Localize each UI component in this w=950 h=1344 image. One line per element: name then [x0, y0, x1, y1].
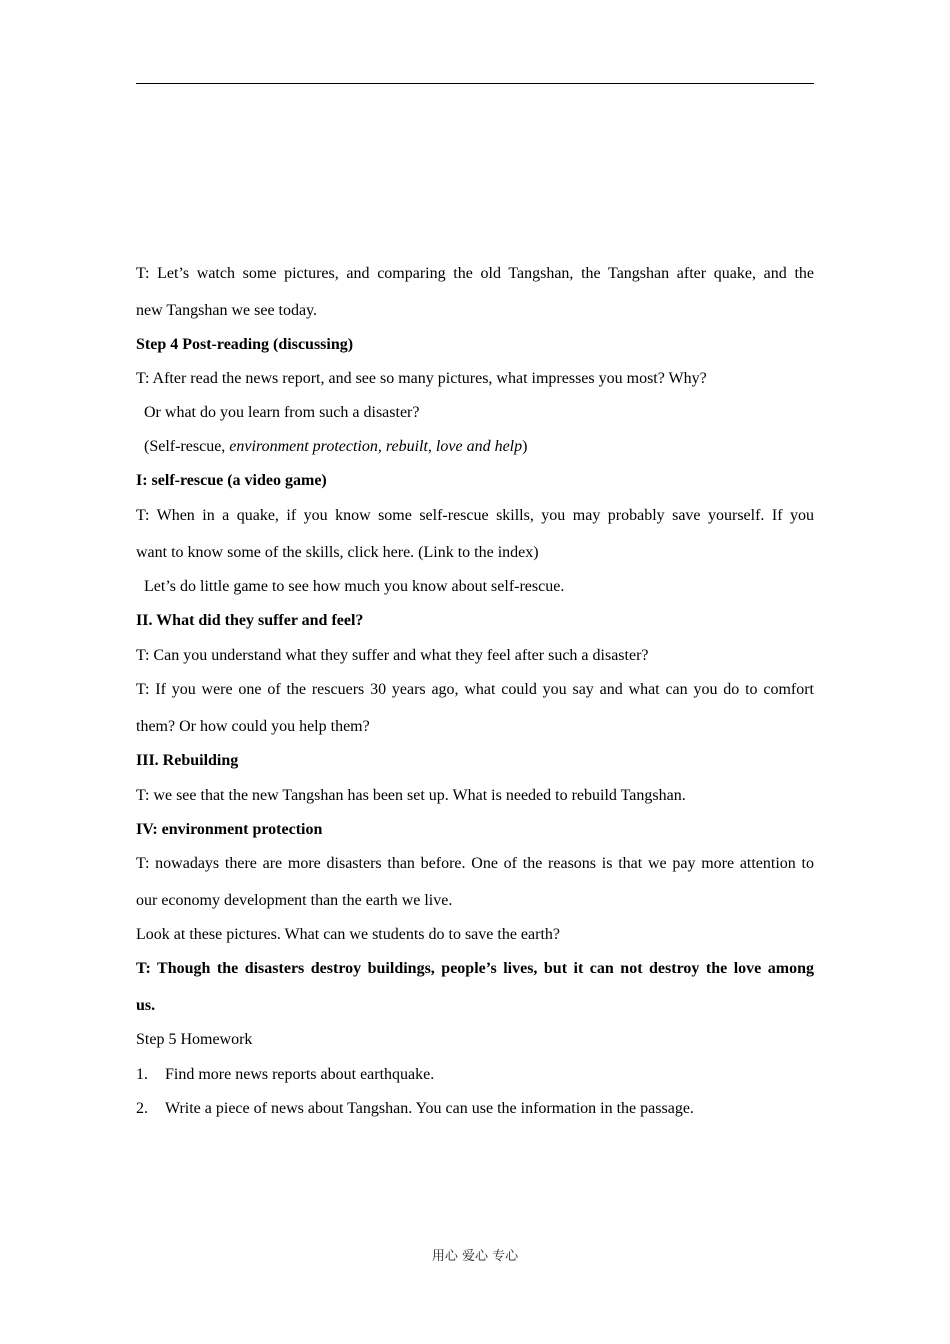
paragraph-line: new Tangshan we see today. [136, 302, 318, 319]
section-heading-rebuilding: III. Rebuilding [136, 752, 239, 769]
section-heading-self-rescue: I: self-rescue (a video game) [136, 472, 327, 489]
paragraph-line: T: After read the news report, and see so many pictures, what impresses you most? Why? [136, 370, 707, 387]
step4-heading: Step 4 Post-reading (discussing) [136, 336, 354, 353]
header-rule [136, 83, 814, 84]
paragraph-line: T: we see that the new Tangshan has been set up. What is needed to rebuild Tangshan. [136, 787, 686, 804]
paragraph-line: want to know some of the skills, click here. (Link to the index) [136, 544, 539, 561]
paragraph-line: T: nowadays there are more disasters than before. One of the reasons is that we pay more attention to [136, 855, 814, 872]
paragraph-line [144, 437, 527, 457]
list-number: 1. [136, 1066, 148, 1083]
paren-suffix: ) [522, 438, 528, 455]
closing-statement: us. [136, 997, 156, 1014]
section-heading-suffer: II. What did they suffer and feel? [136, 612, 364, 629]
paragraph-line: T: When in a quake, if you know some self-rescue skills, you may probably save yourself. If you [136, 507, 814, 524]
list-text: Find more news reports about earthquake. [165, 1066, 435, 1083]
page-footer: 用心 爱心 专心 [431, 1249, 519, 1264]
paragraph-line: Look at these pictures. What can we students do to save the earth? [136, 926, 561, 943]
paragraph-line: Or what do you learn from such a disaster? [144, 404, 420, 421]
paragraph-line: T: Can you understand what they suffer and what they feel after such a disaster? [136, 647, 649, 664]
italic-topics: environment protection, rebuilt, love and help [229, 438, 523, 455]
list-text: Write a piece of news about Tangshan. You can use the information in the passage. [165, 1100, 694, 1117]
paragraph-line: T: Let’s watch some pictures, and comparing the old Tangshan, the Tangshan after quake, and the [136, 265, 814, 282]
step5-heading: Step 5 Homework [136, 1031, 253, 1048]
list-item [136, 1099, 814, 1119]
paragraph-line: them? Or how could you help them? [136, 718, 370, 735]
paragraph-line: T: If you were one of the rescuers 30 years ago, what could you say and what can you do to comfort [136, 681, 814, 698]
list-number: 2. [136, 1100, 148, 1117]
paragraph-line: our economy development than the earth we live. [136, 892, 453, 909]
paragraph-line: Let’s do little game to see how much you know about self-rescue. [144, 578, 565, 595]
section-heading-environment: IV: environment protection [136, 821, 323, 838]
list-item [136, 1065, 814, 1085]
closing-statement: T: Though the disasters destroy buildings, people’s lives, but it can not destroy the love among [136, 960, 814, 977]
paren-prefix: (Self-rescue, [144, 438, 230, 455]
